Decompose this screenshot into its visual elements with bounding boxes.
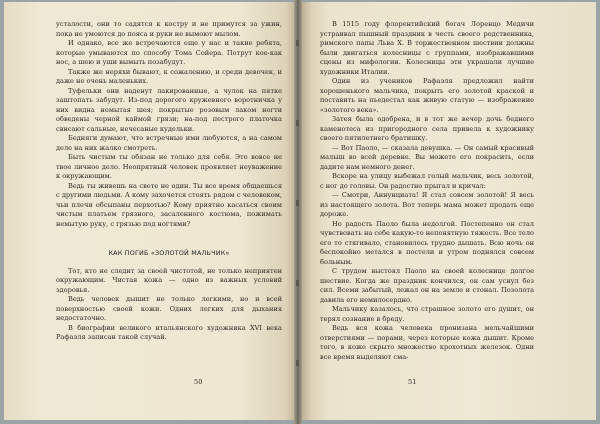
- page-number: 50: [194, 378, 203, 386]
- binding-stitch: [296, 280, 299, 286]
- right-page-text: [320, 20, 534, 362]
- paragraph: Ведь человек дышит не только легкими, но и всей поверхностью своей кожи. Одних легких для дыхания недостаточно.: [56, 295, 282, 322]
- paragraph: В биографии великого итальянского художника XVI века Рафаэля записан такой случай.: [56, 323, 282, 341]
- binding-stitch: [296, 40, 299, 46]
- paragraph: Но радость Паоло была недолгой. Постепенно он стал чувствовать на себе какую-то непонятную тяжесть. Все тело его то стягивало, становилось трудно дышать. Всю ночь он беспокойно метался в постели и утром поднялся совсем больным.: [320, 219, 534, 266]
- paragraph: Затея была одобрена, и в тот же вечер дочь бедного каменотеса из пригородного села привела к художнику своего пятилетнего братишку.: [320, 115, 534, 142]
- paragraph: В 1515 году флорентийский богач Лоренцо Медичи устраивал пышный праздник в честь своего родственника, римского папы Льва X. В торжественном шествии должны были двигаться колесницы с группами, изображавшими сцены из мифологии. Колесницы эти украшали лучшие художники Италии.: [320, 20, 534, 76]
- paragraph: Вскоре на улицу выбежал голый мальчик, весь золотой, с ног до головы. Он радостно прыгал и кричал:: [320, 172, 534, 190]
- paragraph: Тот, кто не следит за своей чистотой, не только неприятен окружающим. Чистая кожа — одно из важных условий здоровья.: [56, 266, 282, 294]
- paragraph: Также же неряхи бывают, к сожалению, и среди девочек, и даже не очень маленьких.: [56, 67, 282, 85]
- paragraph: усталости, они то садятся к костру и не примутся за ужин, пока не умоются до пояса и руки не вымоют мылом.: [56, 20, 282, 38]
- binding-stitch: [296, 120, 299, 126]
- paragraph: Мальчику казалось, что страшное золото его душит, он терял сознание в бреду.: [320, 305, 534, 323]
- binding-stitch: [296, 360, 299, 366]
- right-page: [300, 2, 596, 420]
- paragraph: Ведь ты живешь на свете не один. Ты все время общаешься с другими людьми. А кому захочется стоять рядом с человеком, чьи плечи обсыпаны перхотью? Кому приятно касаться своим чистым платьем грязного, засаленного костюма, пожимать немытую руку, с грязью под ногтями?: [56, 181, 282, 228]
- paragraph: И однако, все же встречаются еще у нас и такие ребята, которые умываются по способу Тома Сойера. Потрут кое-как нос, а шею и уши вымыть позабудут.: [56, 39, 282, 66]
- paragraph: С трудом выстоял Паоло на своей колеснице долгое шествие. Когда же праздник кончился, он сам уснул без сил. Всеми забытый, лежал он на земле и стонал. Позолота давила его немилосердно.: [320, 267, 534, 304]
- paragraph: Быть чистым ты обязан не только для себя. Это вовсе не твое личное дело. Неопрятный человек проявляет неуважение к окружающим.: [56, 153, 282, 180]
- paragraph: — Смотри, Аннунциата! Я стал совсем золотой! Я весь из настоящего золота. Вот теперь мама может продать еще дороже.: [320, 191, 534, 218]
- paragraph: — Вот Паоло, — сказала девушка. — Он самый красивый малыш во всей деревне. Вы можете его покрасить, если дадите нам немного денег.: [320, 143, 534, 171]
- paragraph: Один из учеников Рафаэля предложил найти хорошенького мальчика, покрыть его золотой краской и поставить на пьедестал как живую статую — изображение «золотого века».: [320, 77, 534, 114]
- section-heading: КАК ПОГИБ «ЗОЛОТОЙ МАЛЬЧИК»: [108, 249, 230, 257]
- left-page-text: [56, 20, 282, 343]
- paragraph: Ведь вся кожа человека пронизана мельчайшими отверстиями — порами, через которые кожа дышит. Кроме того, в коже скрыто множество крохотных железок. Одни все время выделяют сма-: [320, 324, 534, 361]
- page-number: 51: [408, 378, 417, 386]
- paragraph: Бедняги думают, что встречные ими любуются, а на самом деле на них жалко смотреть.: [56, 134, 282, 152]
- left-page: [4, 2, 296, 420]
- paragraph: Туфельки они наденут лакированные, а чулок на пятке заштопать забудут. Из-под дорогого кружевного воротничка у них видна немытая шея; покрытые розовым лаком ногти обведены черной каймой грязи; на-под пестрого платочка свисают сальные, нечесаные кудельки.: [56, 86, 282, 133]
- binding-stitch: [296, 200, 299, 206]
